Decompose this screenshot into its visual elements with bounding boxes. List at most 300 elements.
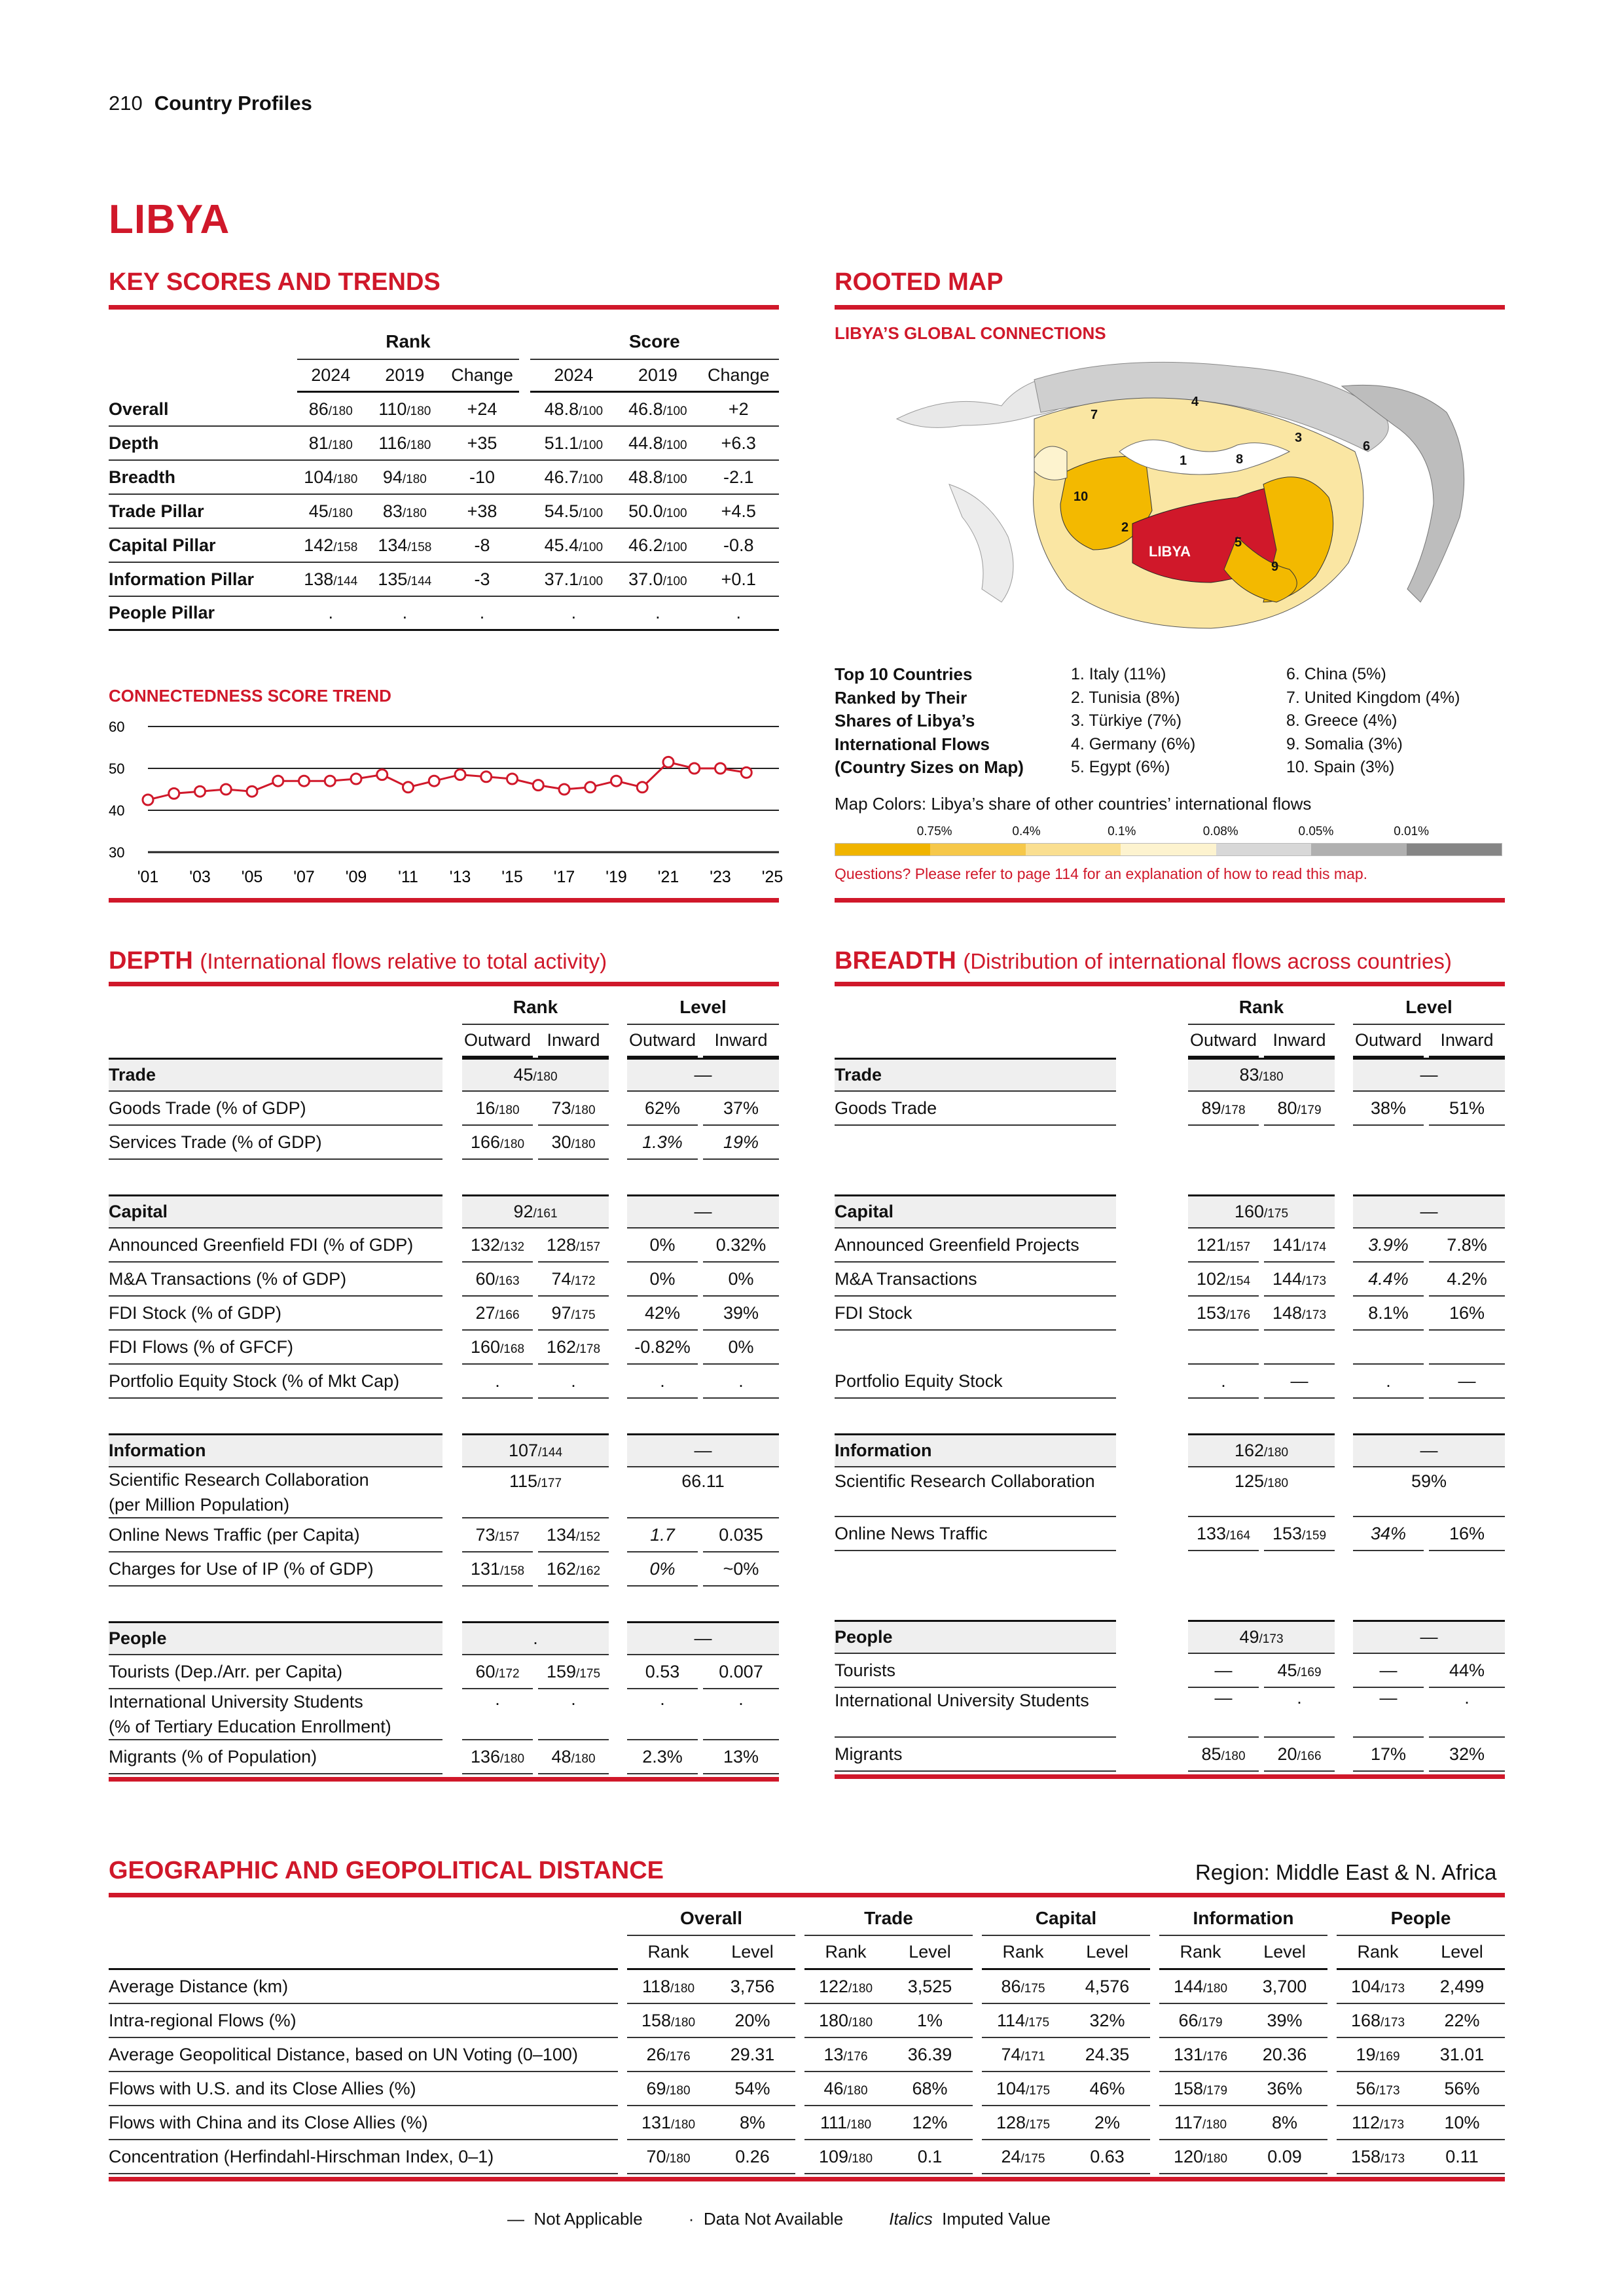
trend-point <box>715 763 726 774</box>
level-header: Level <box>887 1936 973 1970</box>
rank-2024: 81 <box>308 433 329 453</box>
page-number: 210 <box>109 92 143 115</box>
trend-point <box>507 774 518 784</box>
col-header: 2019 <box>617 359 698 393</box>
trend-point <box>533 780 543 791</box>
inward-level: 7.8% <box>1447 1234 1487 1255</box>
level: 10% <box>1444 2112 1480 2132</box>
scale-swatch <box>1311 844 1406 855</box>
rank-denom: /158 <box>407 540 432 554</box>
level: 0.63 <box>1090 2146 1125 2166</box>
row-label: International University Students <box>109 1692 363 1712</box>
inward-rank: . <box>571 1371 576 1391</box>
denom: /157 <box>576 1240 601 1254</box>
col-header: Change <box>445 359 519 393</box>
trend-point <box>351 774 361 784</box>
score-2019: 46.8 <box>628 399 663 419</box>
rank: 118 <box>641 1976 671 1996</box>
score-denom: /100 <box>579 540 604 554</box>
outward-level: 1.3% <box>642 1132 683 1152</box>
metric-row <box>835 1738 1505 1772</box>
denom: /180 <box>848 1981 873 1996</box>
geo-row <box>109 2038 1505 2072</box>
row-label: Tourists (Dep./Arr. per Capita) <box>109 1662 343 1681</box>
inward-level: 32% <box>1449 1744 1485 1764</box>
inward-rank: 80 <box>1277 1098 1297 1118</box>
map-number-3: 3 <box>1295 431 1303 445</box>
outward-rank: . <box>495 1371 500 1391</box>
outward-rank: 131 <box>470 1558 501 1579</box>
denom: /180 <box>666 2151 691 2166</box>
outward-rank: 166 <box>470 1132 501 1152</box>
map-number-1: 1 <box>1180 454 1187 468</box>
geo-group-header: Trade <box>804 1902 973 1936</box>
inward-rank: 97 <box>551 1302 571 1323</box>
denom: /180 <box>495 1103 520 1117</box>
rank-2024: 138 <box>304 569 334 589</box>
level: 2,499 <box>1439 1976 1485 1996</box>
rank: 26 <box>646 2044 666 2064</box>
depth-table <box>109 991 779 1782</box>
rooted-map-image <box>871 353 1492 655</box>
row-label: Charges for Use of IP (% of GDP) <box>109 1559 374 1579</box>
score-change: +4.5 <box>721 501 756 521</box>
metric-row <box>835 1654 1505 1688</box>
section-head: Capital <box>109 1202 168 1221</box>
map-colors-label: Map Colors: Libya’s share of other countries’ international flows <box>835 794 1312 814</box>
top-country: 5. Egypt (6%) <box>1071 758 1170 776</box>
value: . <box>660 1689 665 1709</box>
denom: /172 <box>571 1274 596 1288</box>
geo-row <box>109 2106 1505 2140</box>
level: 4,576 <box>1085 1976 1130 1996</box>
y-tick-label: 30 <box>109 844 125 861</box>
key-scores-bar <box>109 305 779 310</box>
metric-row <box>109 1297 779 1331</box>
inward-header: Inward <box>703 1025 779 1058</box>
legend-imputed: Italics Imputed Value <box>889 2209 1051 2229</box>
rank: 19 <box>1356 2044 1376 2064</box>
col-header: 2024 <box>530 359 618 393</box>
inward-level: 0.035 <box>719 1524 763 1545</box>
key-score-row <box>109 427 779 461</box>
denom: /169 <box>1375 2049 1400 2064</box>
top10-label-line: Top 10 Countries <box>835 664 973 684</box>
rank-2024: . <box>328 603 334 622</box>
row-label: (% of Tertiary Education Enrollment) <box>109 1717 391 1736</box>
rank-header: Rank <box>982 1936 1064 1970</box>
outward-rank: 132 <box>470 1234 501 1255</box>
key-scores-title: KEY SCORES AND TRENDS <box>109 268 441 296</box>
denom: /180 <box>848 2015 873 2030</box>
row-label: Intra-regional Flows (%) <box>109 2010 297 2030</box>
trend-point <box>403 782 414 793</box>
denom: /175 <box>1020 2151 1045 2166</box>
metric-row <box>109 1092 779 1126</box>
outward-header: Outward <box>627 1025 698 1058</box>
inward-rank: 141 <box>1272 1234 1303 1255</box>
rank: 24 <box>1001 2146 1021 2166</box>
rank: 114 <box>996 2010 1026 2030</box>
denom: /175 <box>576 1666 601 1681</box>
row-label: Depth <box>109 433 159 453</box>
rank-denom: /180 <box>406 438 431 452</box>
outward-level: . <box>660 1371 665 1391</box>
rank-2019: 94 <box>382 467 403 487</box>
score-2024: 48.8 <box>544 399 579 419</box>
level: 20.36 <box>1262 2044 1307 2064</box>
denom: /180 <box>671 2117 696 2132</box>
denom: /180 <box>571 1137 596 1151</box>
row-label: Announced Greenfield Projects <box>835 1235 1079 1255</box>
x-tick-label: '11 <box>398 868 418 886</box>
trend-point <box>195 786 206 797</box>
denom: /180 <box>1259 1070 1284 1084</box>
rank-2024: 142 <box>304 535 334 555</box>
level: 59% <box>1411 1471 1447 1491</box>
inward-rank: 144 <box>1272 1268 1303 1289</box>
denom: /175 <box>1020 1981 1045 1996</box>
section-rank: 83 <box>1239 1065 1259 1085</box>
trend-point <box>611 776 622 786</box>
outward-level: 62% <box>644 1098 681 1118</box>
rooted-map-subtitle: LIBYA’S GLOBAL CONNECTIONS <box>835 323 1106 343</box>
top-country: 1. Italy (11%) <box>1071 665 1166 683</box>
inward-rank: 134 <box>546 1524 577 1545</box>
geo-bar <box>109 1893 1505 1897</box>
level: 56% <box>1444 2078 1480 2098</box>
breadth-title: BREADTH (Distribution of international flows across countries) <box>835 947 1452 975</box>
inward-level: . <box>738 1371 744 1391</box>
rank-change: -8 <box>474 535 490 555</box>
rank-group-header: Rank <box>462 991 609 1025</box>
x-tick-label: '13 <box>449 868 471 886</box>
inward-level: 16% <box>1449 1302 1485 1323</box>
rank-group-header: Rank <box>1188 991 1335 1025</box>
value: . <box>1297 1688 1302 1708</box>
denom: /176 <box>1226 1308 1251 1322</box>
y-tick-label: 40 <box>109 802 125 819</box>
metric-row <box>835 1365 1505 1399</box>
row-label: M&A Transactions (% of GDP) <box>109 1269 347 1289</box>
score-2019: 48.8 <box>628 467 663 487</box>
depth-title: DEPTH (International flows relative to total activity) <box>109 947 607 975</box>
metric-row <box>109 1229 779 1263</box>
row-label: Average Geopolitical Distance, based on UN Voting (0–100) <box>109 2044 578 2064</box>
geo-row <box>109 2004 1505 2038</box>
denom: /180 <box>500 1137 525 1151</box>
score-denom: /100 <box>579 506 604 520</box>
key-score-row <box>109 495 779 529</box>
rank: 46 <box>823 2078 844 2098</box>
metric-row <box>109 1263 779 1297</box>
row-label: Overall <box>109 399 169 419</box>
key-scores-table <box>109 325 779 631</box>
score-2019: 37.0 <box>628 569 663 589</box>
trend-point <box>247 786 257 797</box>
legend <box>507 2209 1051 2229</box>
denom: /175 <box>1026 2083 1051 2098</box>
key-score-row <box>109 597 779 631</box>
denom: /180 <box>671 2015 696 2030</box>
metric-row <box>835 1517 1505 1551</box>
rank-change: -3 <box>474 569 490 589</box>
inward-level: 0.007 <box>719 1661 763 1681</box>
score-2019: 44.8 <box>628 433 663 453</box>
section-rank: 160 <box>1234 1202 1265 1221</box>
score-2019: 46.2 <box>628 535 663 555</box>
trend-point <box>169 788 179 798</box>
trend-point <box>299 776 310 786</box>
x-tick-label: '19 <box>605 868 627 886</box>
row-label: Goods Trade (% of GDP) <box>109 1098 306 1118</box>
outward-level: 2.3% <box>642 1746 683 1767</box>
col-header: Change <box>698 359 779 393</box>
level: 3,756 <box>730 1976 775 1996</box>
section-head: Information <box>835 1441 932 1460</box>
metric-row <box>835 1092 1505 1126</box>
geo-table <box>109 1902 1505 2181</box>
section-rank: . <box>533 1628 538 1648</box>
metric-row <box>109 1655 779 1689</box>
rank-denom: /180 <box>328 438 353 452</box>
level-header: Level <box>1419 1936 1505 1970</box>
level: 2% <box>1094 2112 1121 2132</box>
outward-level: 0.53 <box>645 1661 680 1681</box>
map-number-4: 4 <box>1191 395 1199 409</box>
scale-swatch <box>1216 844 1311 855</box>
level: 24.35 <box>1085 2044 1130 2064</box>
rank: 69 <box>646 2078 666 2098</box>
denom: /176 <box>1203 2049 1228 2064</box>
metric-row <box>109 1740 779 1774</box>
level: 12% <box>912 2112 948 2132</box>
row-label: Migrants (% of Population) <box>109 1747 317 1767</box>
section-head: Trade <box>835 1065 882 1085</box>
scale-swatch <box>1121 844 1216 855</box>
denom: /180 <box>1264 1446 1289 1460</box>
level: 66.11 <box>681 1471 725 1491</box>
row-label: Average Distance (km) <box>109 1976 289 1996</box>
outward-rank: 136 <box>470 1746 501 1767</box>
section-head: People <box>109 1628 167 1648</box>
rank: 122 <box>818 1976 849 1996</box>
row-label: Goods Trade <box>835 1098 937 1118</box>
denom: /180 <box>666 2083 691 2098</box>
questions-note: Questions? Please refer to page 114 for an explanation of how to read this map. <box>835 865 1368 882</box>
trend-title: CONNECTEDNESS SCORE TREND <box>109 686 391 706</box>
rank: 66 <box>1178 2010 1199 2030</box>
top10-col1 <box>1071 663 1195 780</box>
map-number-10: 10 <box>1074 490 1089 504</box>
scale-label: 0.1% <box>1108 825 1136 838</box>
trend-point <box>637 782 647 793</box>
level: 0.1 <box>917 2146 943 2166</box>
level: 31.01 <box>1439 2044 1485 2064</box>
denom: /175 <box>1026 2117 1051 2132</box>
col-header: 2019 <box>365 359 445 393</box>
x-tick-label: '25 <box>761 868 784 886</box>
outward-rank: 160 <box>470 1336 501 1357</box>
rank-denom: /180 <box>328 506 353 520</box>
rank: 168 <box>1350 2010 1381 2030</box>
denom: /157 <box>495 1530 520 1544</box>
top-country: 4. Germany (6%) <box>1071 734 1196 753</box>
geo-row <box>109 2140 1505 2174</box>
rank-denom: /144 <box>407 574 432 588</box>
score-2024: 45.4 <box>544 535 579 555</box>
map-number-2: 2 <box>1121 520 1129 535</box>
row-label: International University Students <box>835 1691 1089 1710</box>
trend-bottom-bar <box>109 898 779 903</box>
rank: 117 <box>1174 2112 1203 2132</box>
rank-2019: 116 <box>378 433 407 453</box>
outward-rank: 73 <box>475 1524 496 1545</box>
level: 1% <box>916 2010 943 2030</box>
row-label: Online News Traffic (per Capita) <box>109 1525 360 1545</box>
denom: /177 <box>537 1477 562 1490</box>
color-scale-labels <box>835 825 1502 840</box>
section-rank: 162 <box>1234 1441 1265 1460</box>
y-tick-label: 50 <box>109 761 125 777</box>
row-label: Capital Pillar <box>109 535 216 555</box>
inward-level: 39% <box>723 1302 759 1323</box>
section-level: — <box>1420 1065 1438 1085</box>
rank: 86 <box>1001 1976 1021 1996</box>
geo-row <box>109 1970 1505 2004</box>
inward-rank: 128 <box>546 1234 577 1255</box>
outward-rank: 133 <box>1196 1523 1227 1543</box>
row-label: Announced Greenfield FDI (% of GDP) <box>109 1235 414 1255</box>
denom: /175 <box>1025 2015 1050 2030</box>
level: 3,700 <box>1262 1976 1307 1996</box>
denom: /173 <box>1380 1981 1405 1996</box>
denom: /162 <box>576 1564 601 1578</box>
score-change: -0.8 <box>723 535 754 555</box>
rank: 144 <box>1173 1976 1204 1996</box>
trend-point <box>273 776 283 786</box>
outward-rank: 102 <box>1196 1268 1227 1289</box>
row-label: Flows with U.S. and its Close Allies (%) <box>109 2078 416 2098</box>
outward-level: 0% <box>649 1268 676 1289</box>
denom: /176 <box>843 2049 868 2064</box>
rank-change: +24 <box>467 399 497 419</box>
inward-level: 13% <box>723 1746 759 1767</box>
inward-level: 4.2% <box>1447 1268 1487 1289</box>
score-change: +6.3 <box>721 433 756 453</box>
metric-row <box>109 1365 779 1399</box>
score-2024: 54.5 <box>544 501 579 521</box>
y-tick-label: 60 <box>109 719 125 735</box>
legend-not-applicable: — Not Applicable <box>507 2209 643 2229</box>
top10-col2 <box>1286 663 1460 780</box>
denom: /180 <box>1203 2151 1228 2166</box>
denom: /175 <box>1264 1207 1289 1221</box>
outward-rank: 85 <box>1201 1744 1221 1764</box>
score-denom: /100 <box>579 574 604 588</box>
section-head: Capital <box>835 1202 894 1221</box>
row-label: Migrants <box>835 1744 903 1764</box>
section-level: — <box>694 1065 712 1085</box>
x-tick-label: '09 <box>345 868 367 886</box>
rank: 56 <box>1356 2078 1376 2098</box>
row-label: Information Pillar <box>109 569 255 589</box>
x-tick-label: '21 <box>657 868 679 886</box>
trend-point <box>455 770 465 780</box>
rank-change: +35 <box>467 433 497 453</box>
inward-rank: 162 <box>546 1336 577 1357</box>
row-label: Flows with China and its Close Allies (%) <box>109 2112 428 2132</box>
x-tick-label: '15 <box>501 868 523 886</box>
row-label: Breadth <box>109 467 176 487</box>
outward-rank: 121 <box>1196 1234 1227 1255</box>
trend-point <box>429 776 439 786</box>
denom: /169 <box>1297 1665 1322 1679</box>
top-country: 9. Somalia (3%) <box>1286 734 1403 753</box>
rank-header: Rank <box>804 1936 887 1970</box>
denom: /180 <box>533 1070 558 1084</box>
x-tick-label: '17 <box>553 868 575 886</box>
denom: /173 <box>1259 1632 1284 1646</box>
rank: 128 <box>996 2112 1026 2132</box>
score-denom: /100 <box>579 438 604 452</box>
denom: /180 <box>670 1981 695 1996</box>
level: 54% <box>734 2078 770 2098</box>
section-rank: 45 <box>513 1065 533 1085</box>
denom: /173 <box>1380 2151 1405 2166</box>
inward-rank: 45 <box>1277 1660 1297 1680</box>
trend-point <box>377 770 388 780</box>
row-label: Portfolio Equity Stock <box>835 1371 1003 1391</box>
inward-level: 44% <box>1449 1660 1485 1680</box>
top-country: 10. Spain (3%) <box>1286 758 1395 776</box>
level: 36% <box>1267 2078 1303 2098</box>
level: 0.26 <box>735 2146 770 2166</box>
outward-rank: 153 <box>1196 1302 1227 1323</box>
outward-level: 8.1% <box>1368 1302 1409 1323</box>
value: . <box>1464 1688 1470 1708</box>
key-score-row <box>109 563 779 597</box>
inward-level: 19% <box>723 1132 759 1152</box>
top-country: 8. Greece (4%) <box>1286 711 1398 730</box>
section-rank: 107 <box>508 1441 539 1460</box>
inward-rank: 153 <box>1272 1523 1303 1543</box>
rank-change: -10 <box>469 467 496 487</box>
section-level: — <box>694 1441 712 1460</box>
score-denom: /100 <box>662 438 687 452</box>
denom: /144 <box>538 1446 563 1460</box>
metric-row <box>109 1126 779 1160</box>
rank: 112 <box>1351 2112 1380 2132</box>
inward-level: 0% <box>728 1336 754 1357</box>
outward-level: 17% <box>1370 1744 1407 1764</box>
legend-not-available: · Data Not Available <box>688 2209 844 2229</box>
denom: /173 <box>1380 2015 1405 2030</box>
metric-row <box>109 1331 779 1365</box>
rank: 115 <box>509 1471 538 1491</box>
metric-row <box>109 1518 779 1552</box>
denom: /173 <box>1302 1308 1327 1322</box>
rank: 120 <box>1173 2146 1204 2166</box>
denom: /173 <box>1375 2083 1400 2098</box>
score-denom: /100 <box>662 472 687 486</box>
depth-bar <box>109 982 779 986</box>
outward-level: 38% <box>1370 1098 1407 1118</box>
level-header: Level <box>1064 1936 1150 1970</box>
score-2024: 46.7 <box>544 467 579 487</box>
inward-header: Inward <box>538 1025 609 1058</box>
outward-header: Outward <box>1353 1025 1424 1058</box>
